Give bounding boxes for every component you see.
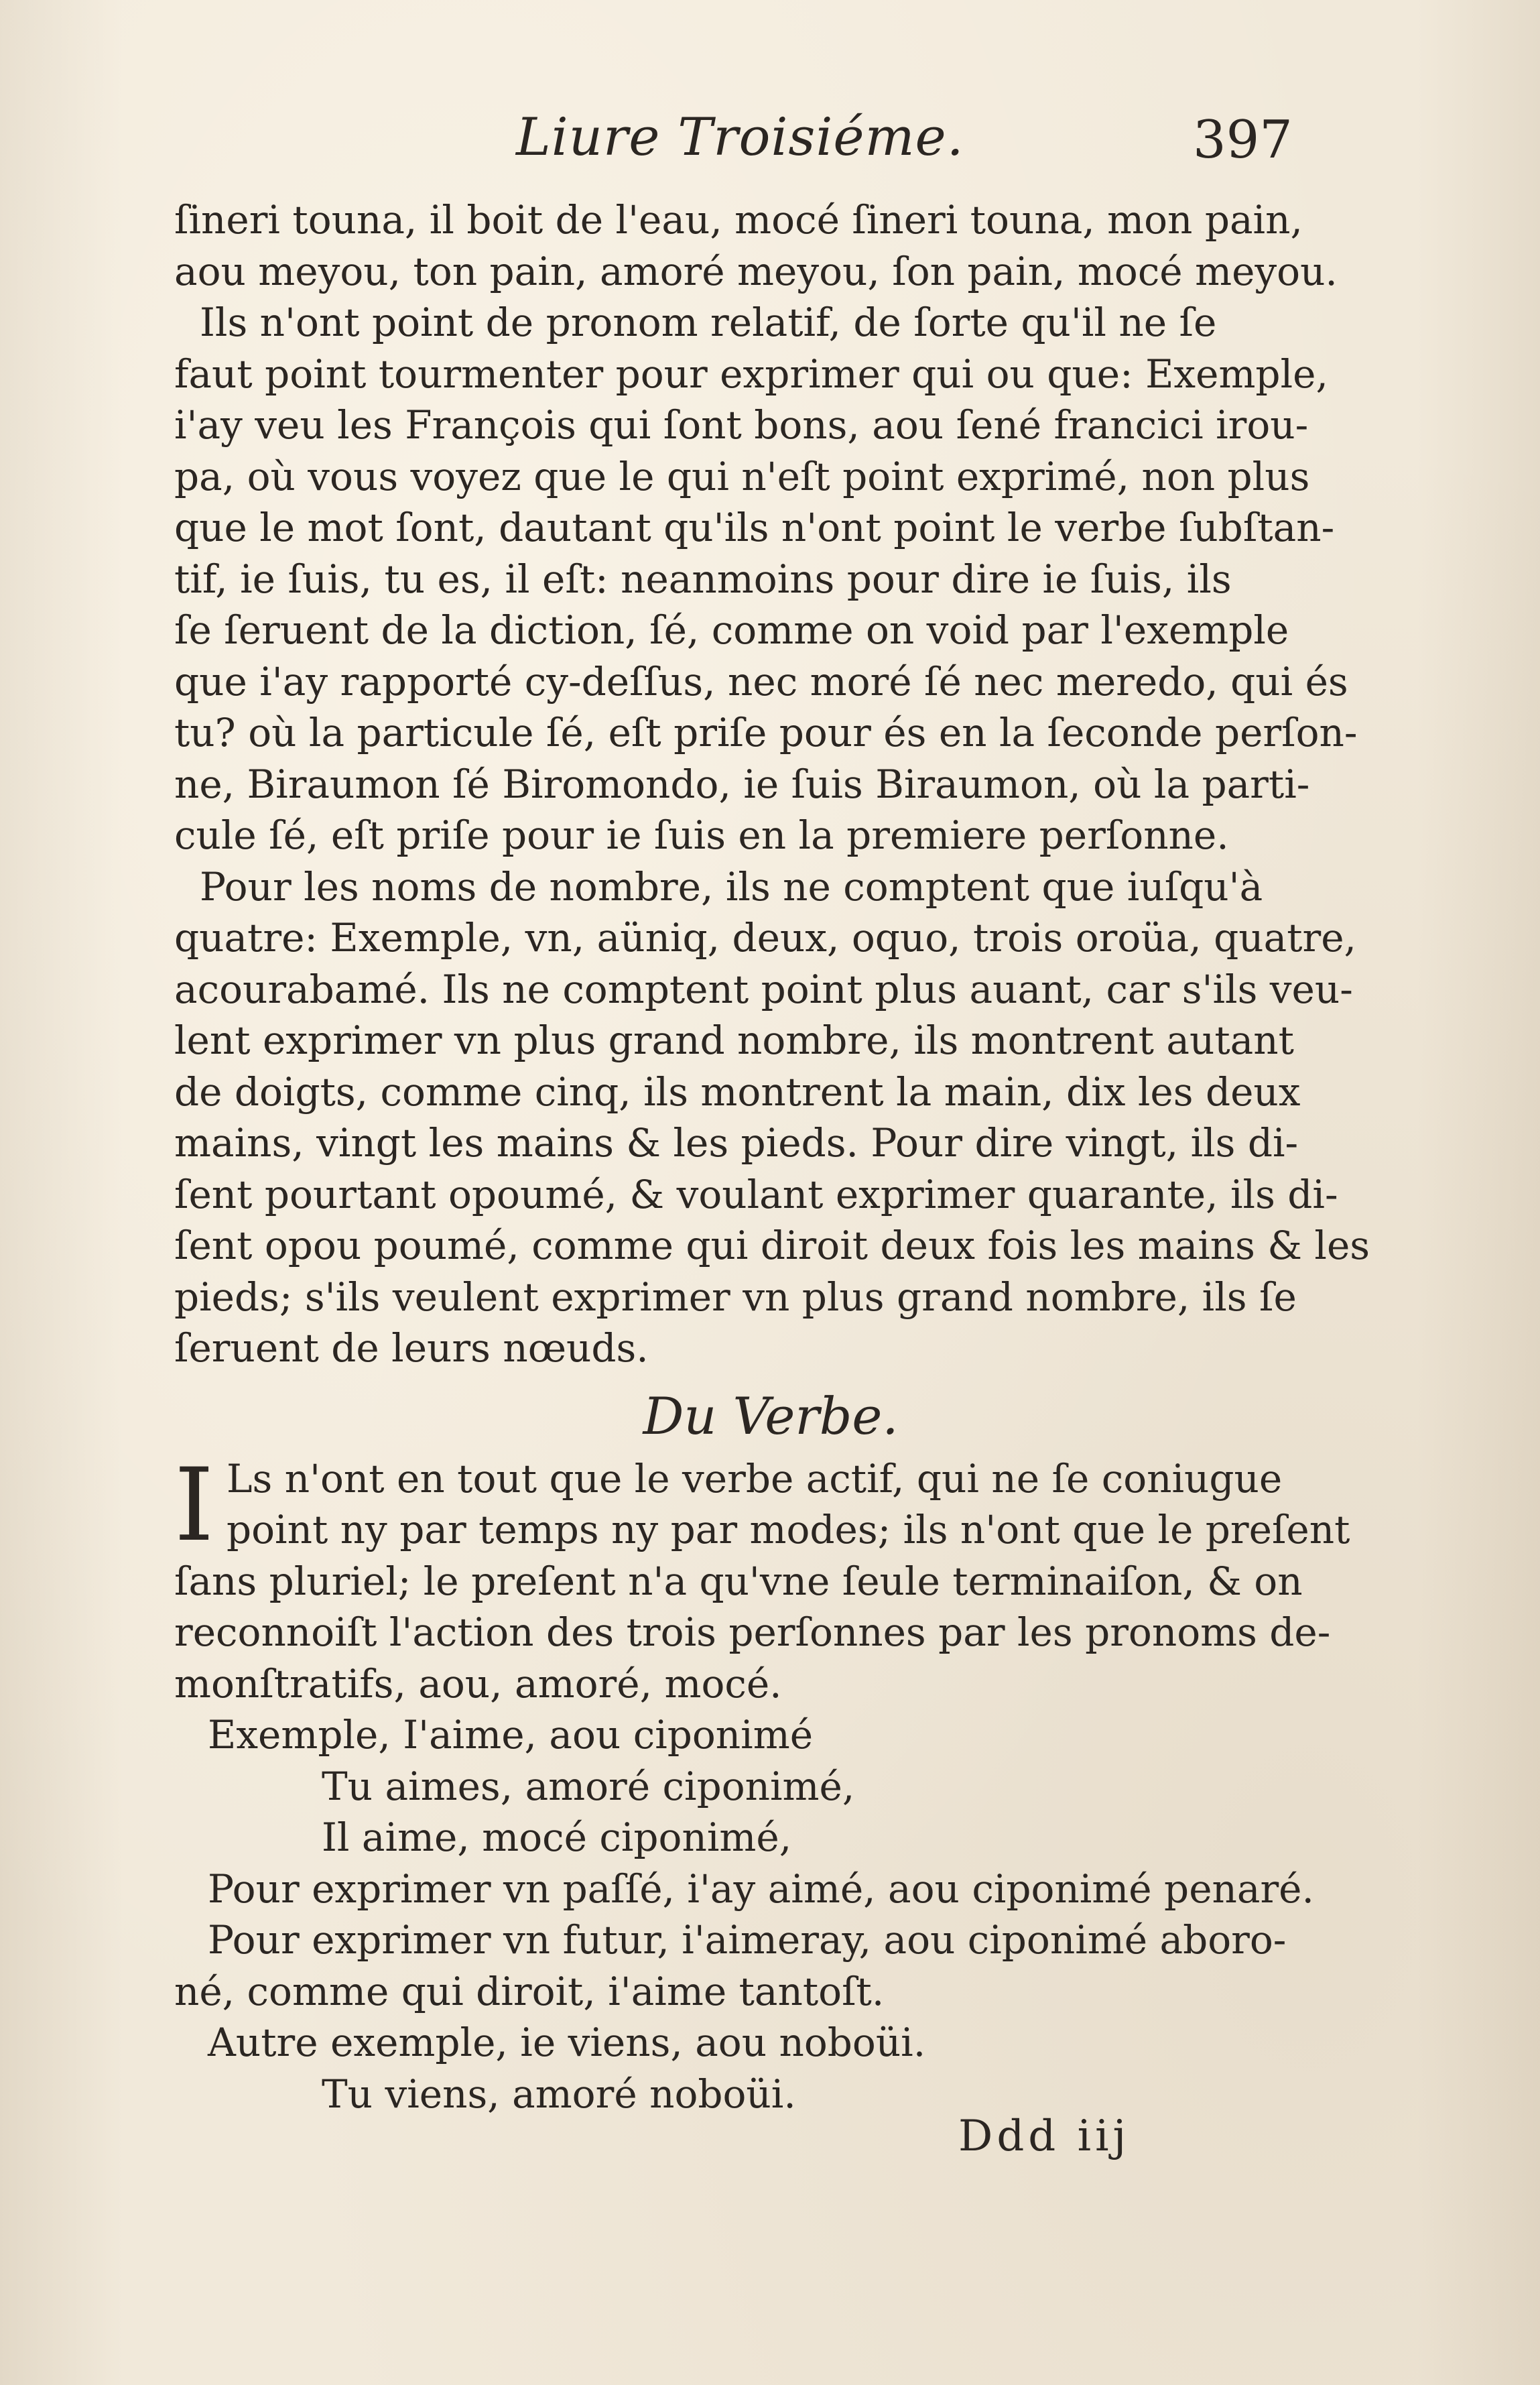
text-line: que le mot ſont, dautant qu'ils n'ont point le verbe ſubſtan- [174, 505, 1335, 550]
text-line: quatre: Exemple, vn, aüniq, deux, oquo, trois oroüa, quatre, [174, 915, 1356, 961]
running-title: Liure Troisiéme. [516, 107, 964, 168]
text-line: point ny par temps ny par modes; ils n'ont que le preſent [227, 1507, 1350, 1552]
text-line: cule ſé, eſt priſe pour ie ſuis en la premiere perſonne. [174, 812, 1229, 858]
text-line: acourabamé. Ils ne comptent point plus auant, car s'ils veu- [174, 966, 1353, 1012]
example-line: Autre exemple, ie viens, aou noboüi. [208, 2020, 926, 2065]
signature-mark: Ddd iij [958, 2112, 1131, 2161]
example-line: Tu aimes, amoré ciponimé, [322, 1763, 855, 1809]
paragraph-3 [174, 861, 1370, 1374]
second-example [174, 2017, 1327, 2120]
text-line: tif, ie ſuis, tu es, il eſt: neanmoins pour dire ie ſuis, ils [174, 556, 1232, 602]
drop-cap: I [174, 1447, 214, 1564]
example-line: Il aime, mocé ciponimé, [322, 1815, 792, 1860]
text-line: de doigts, comme cinq, ils montrent la main, dix les deux [174, 1068, 1301, 1115]
tense-examples [174, 1863, 1327, 2018]
conjugation-examples [174, 1709, 1327, 1863]
text-line: ſans pluriel; le preſent n'a qu'vne ſeule terminaiſon, & on [174, 1558, 1303, 1604]
text-line: Pour exprimer vn futur, i'aimeray, aou ciponimé aboro- [208, 1917, 1287, 1963]
text-line: aou meyou, ton pain, amoré meyou, ſon pain, mocé meyou. [174, 248, 1338, 294]
text-line: Pour les noms de nombre, ils ne comptent que iuſqu'à [200, 863, 1263, 910]
page-number: 397 [1193, 110, 1293, 170]
verb-paragraph [174, 1447, 1350, 1710]
text-line: Pour exprimer vn paſſé, i'ay aimé, aou ciponimé penaré. [208, 1866, 1314, 1912]
text-line: i'ay veu les François qui ſont bons, aou ſené francici irou- [174, 402, 1309, 448]
text-line: pa, où vous voyez que le qui n'eſt point exprimé, non plus [174, 453, 1310, 499]
text-line: Ls n'ont en tout que le verbe actif, qui ne ſe coniugue [227, 1455, 1283, 1502]
paragraph-1 [174, 194, 1338, 297]
text-line: ſe ſeruent de la diction, ſé, comme on void par l'exemple [174, 607, 1289, 653]
text-line: ſent pourtant opoumé, & voulant exprimer quarante, ils di- [174, 1171, 1338, 1217]
text-line: reconnoiſt l'action des trois perſonnes par les pronoms de- [174, 1609, 1331, 1655]
text-line: ne, Biraumon ſé Biromondo, ie ſuis Biraumon, où la parti- [174, 761, 1310, 807]
text-body [174, 194, 1370, 2120]
example-line: Tu viens, amoré noboüi. [322, 2071, 796, 2117]
text-line: tu? où la particule ſé, eſt priſe pour és en la ſeconde perſon- [174, 710, 1358, 755]
text-line: ſent opou poumé, comme qui diroit deux fois les mains & les [174, 1223, 1370, 1268]
section-heading: Du Verbe. [643, 1386, 899, 1446]
paragraph-2 [174, 297, 1358, 861]
text-line: né, comme qui diroit, i'aime tantoſt. [174, 1968, 885, 2014]
text-line: ſeruent de leurs nœuds. [174, 1325, 649, 1371]
text-line: pieds; s'ils veulent exprimer vn plus grand nombre, ils ſe [174, 1274, 1297, 1320]
text-line: mains, vingt les mains & les pieds. Pour dire vingt, ils di- [174, 1120, 1299, 1166]
text-line: Ils n'ont point de pronom relatif, de ſorte qu'il ne ſe [200, 300, 1217, 345]
text-line: faut point tourmenter pour exprimer qui ou que: Exemple, [174, 351, 1328, 397]
text-line: ſineri touna, il boit de l'eau, mocé ſineri touna, mon pain, [174, 197, 1303, 243]
text-line: que i'ay rapporté cy-deſſus, nec moré ſé nec meredo, qui és [174, 658, 1348, 705]
example-line: Exemple, I'aime, aou ciponimé [208, 1712, 814, 1758]
text-line: monſtratifs, aou, amoré, mocé. [174, 1660, 782, 1707]
text-line: lent exprimer vn plus grand nombre, ils montrent autant [174, 1018, 1294, 1063]
running-header [0, 107, 1540, 181]
